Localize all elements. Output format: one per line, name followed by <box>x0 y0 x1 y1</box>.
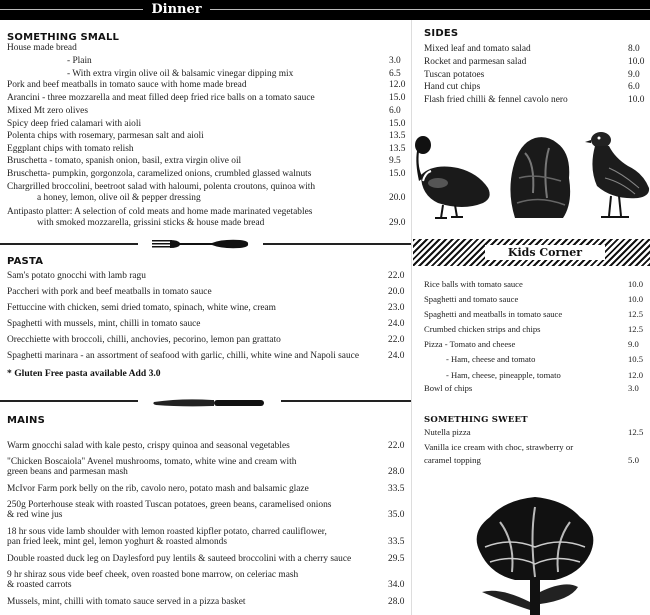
menu-item-price: 10.0 <box>628 57 645 67</box>
menu-item-name: Crumbed chicken strips and chips <box>424 324 541 334</box>
menu-item-name: Mussels, mint, chilli with tomato sauce served in a pizza basket <box>7 597 246 607</box>
menu-item-price: 12.5 <box>628 324 644 334</box>
menu-item-price: 12.0 <box>628 370 644 380</box>
menu-item-name: Pork and beef meatballs in tomato sauce with home made bread <box>7 80 247 90</box>
menu-item-name: Spaghetti marinara - an assortment of seafood with garlic, chilli, white wine and Napoli sauce <box>7 351 359 361</box>
menu-item-name: McIvor Farm pork belly on the rib, cavolo nero, potato mash and balsamic glaze <box>7 484 309 494</box>
gluten-free-note: * Gluten Free pasta available Add 3.0 <box>7 368 161 379</box>
menu-item-price: 13.5 <box>389 144 406 154</box>
menu-item-name-line2: green beans and parmesan mash <box>7 467 128 477</box>
menu-item-price: 10.5 <box>628 354 644 364</box>
menu-item-name: Rocket and parmesan salad <box>424 57 527 67</box>
menu-item-price: 15.0 <box>389 119 406 129</box>
menu-item-name: Vanilla ice cream with choc, strawberry or <box>424 442 574 452</box>
knife-icon <box>152 394 266 406</box>
menu-item-name: 9 hr shiraz sous vide beef cheek, oven roasted bone marrow, on celeriac mash <box>7 570 299 580</box>
section-title-something-small: SOMETHING SMALL <box>7 32 120 43</box>
duck-illustration <box>413 133 493 223</box>
menu-item-price: 13.5 <box>389 131 406 141</box>
menu-item-price: 6.5 <box>389 69 401 79</box>
menu-item-name-line2: & roasted carrots <box>7 580 72 590</box>
menu-item-name: - With extra virgin olive oil & balsamic vinegar dipping mix <box>67 69 294 79</box>
menu-item-name: Fettuccine with chicken, semi dried tomato, spinach, white wine, cream <box>7 303 276 313</box>
menu-item-name: Arancini - three mozzarella and meat filled deep fried rice balls on a tomato sauce <box>7 93 315 103</box>
menu-item-price: 12.0 <box>389 80 406 90</box>
menu-item-name: "Chicken Boscaiola" Avenel mushrooms, tomato, white wine and cream with <box>7 457 297 467</box>
menu-item-name: Nutella pizza <box>424 427 471 437</box>
menu-item-price: 29.5 <box>388 554 405 564</box>
menu-item-price: 28.0 <box>388 467 405 477</box>
menu-item-price: 6.0 <box>628 82 640 92</box>
menu-item-name: Double roasted duck leg on Daylesford puy lentils & sauteed broccolini with a cherry sauce <box>7 554 352 564</box>
menu-item-name: Spaghetti and meatballs in tomato sauce <box>424 309 563 319</box>
header-rule-left <box>0 9 143 10</box>
menu-item-price: 9.0 <box>628 339 639 349</box>
menu-item-name: Mixed Mt zero olives <box>7 106 88 116</box>
menu-item-name-line2: & red wine jus <box>7 510 63 520</box>
menu-item-name-line2: a honey, lemon, olive oil & pepper dressing <box>37 193 201 203</box>
menu-item-price: 20.0 <box>389 193 406 203</box>
menu-item-name: Eggplant chips with tomato relish <box>7 144 134 154</box>
kids-corner-banner <box>413 239 650 266</box>
menu-item-price: 6.0 <box>389 106 401 116</box>
menu-item-name: 250g Porterhouse steak with roasted Tuscan potatoes, green beans, caramelised onions <box>7 500 332 510</box>
menu-item-name: Tuscan potatoes <box>424 70 485 80</box>
section-title-mains: MAINS <box>7 415 45 426</box>
menu-item-price: 10.0 <box>628 279 644 289</box>
menu-item-price: 8.0 <box>628 44 640 54</box>
menu-item-price: 35.0 <box>388 510 405 520</box>
section-title-pasta: PASTA <box>7 256 44 267</box>
pigeon-illustration <box>583 128 650 223</box>
menu-item-price: 24.0 <box>388 319 405 329</box>
menu-item-name: Pizza - Tomato and cheese <box>424 339 516 349</box>
lettuce-illustration <box>505 133 577 223</box>
menu-item-price: 22.0 <box>388 441 405 451</box>
menu-item-name: Bruschetta- pumpkin, gorgonzola, caramelized onions, crumbled glassed walnuts <box>7 169 312 179</box>
menu-item-price: 9.0 <box>628 70 640 80</box>
menu-item-name: Warm gnocchi salad with kale pesto, crispy quinoa and seasonal vegetables <box>7 441 290 451</box>
menu-item-price: 33.5 <box>388 537 405 547</box>
menu-item-price: 34.0 <box>388 580 405 590</box>
menu-item-price: 23.0 <box>388 303 405 313</box>
menu-item-name: Sam's potato gnocchi with lamb ragu <box>7 271 146 281</box>
divider-rule <box>263 243 411 245</box>
menu-item-name-line2: pan fried leek, mint gel, lemon yoghurt & roasted almonds <box>7 537 228 547</box>
section-title-sides: SIDES <box>424 28 459 39</box>
menu-item-price: 29.0 <box>389 218 406 228</box>
menu-item-price: 12.5 <box>628 309 644 319</box>
menu-item-name: - Plain <box>67 56 92 66</box>
menu-item-name: Orecchiette with broccoli, chilli, anchovies, pecorino, lemon pan grattato <box>7 335 281 345</box>
menu-item-price: 33.5 <box>388 484 405 494</box>
section-title-something-sweet: SOMETHING SWEET <box>424 415 528 425</box>
menu-item-name: Antipasto platter: A selection of cold meats and home made marinated vegetables <box>7 207 313 217</box>
menu-item-name: House made bread <box>7 43 77 53</box>
menu-item-price: 5.0 <box>628 455 639 465</box>
menu-item-price: 28.0 <box>388 597 405 607</box>
divider-rule <box>0 243 138 245</box>
menu-item-name: - Ham, cheese, pineapple, tomato <box>446 370 561 380</box>
artichoke-illustration <box>460 492 610 615</box>
menu-item-name: Chargrilled broccolini, beetroot salad with haloumi, polenta croutons, quinoa with <box>7 182 316 192</box>
menu-item-price: 3.0 <box>389 56 401 66</box>
header-rule-right <box>210 9 650 10</box>
divider-rule <box>0 400 138 402</box>
menu-item-price: 24.0 <box>388 351 405 361</box>
menu-item-name: Flash fried chilli & fennel cavolo nero <box>424 95 568 105</box>
menu-item-name: Spicy deep fried calamari with aioli <box>7 119 142 129</box>
menu-item-name: Polenta chips with rosemary, parmesan salt and aioli <box>7 131 204 141</box>
menu-item-name-line2: caramel topping <box>424 455 481 465</box>
menu-item-name: Bowl of chips <box>424 383 473 393</box>
fork-icon <box>152 236 252 250</box>
section-title-kids-corner: Kids Corner <box>485 245 605 260</box>
menu-item-name: 18 hr sous vide lamb shoulder with lemon roasted kipfler potato, charred cauliflower, <box>7 527 327 537</box>
menu-item-price: 9.5 <box>389 156 401 166</box>
column-divider <box>411 20 412 615</box>
menu-item-name-line2: with smoked mozzarella, grissini sticks & house made bread <box>37 218 265 228</box>
menu-item-price: 12.5 <box>628 427 644 437</box>
menu-item-price: 10.0 <box>628 95 645 105</box>
menu-item-price: 22.0 <box>388 335 405 345</box>
menu-item-price: 22.0 <box>388 271 405 281</box>
menu-item-name: Spaghetti with mussels, mint, chilli in tomato sauce <box>7 319 201 329</box>
menu-item-name: Paccheri with pork and beef meatballs in tomato sauce <box>7 287 212 297</box>
menu-item-name: Rice balls with tomato sauce <box>424 279 523 289</box>
menu-item-name: Bruschetta - tomato, spanish onion, basil, extra virgin olive oil <box>7 156 242 166</box>
menu-item-name: Spaghetti and tomato sauce <box>424 294 519 304</box>
page-title: Dinner <box>151 2 202 17</box>
menu-item-price: 15.0 <box>389 169 406 179</box>
header-bar <box>0 0 650 20</box>
menu-item-name: Mixed leaf and tomato salad <box>424 44 531 54</box>
menu-item-name: Hand cut chips <box>424 82 481 92</box>
menu-item-price: 10.0 <box>628 294 644 304</box>
menu-item-price: 15.0 <box>389 93 406 103</box>
menu-item-price: 3.0 <box>628 383 639 393</box>
menu-item-price: 20.0 <box>388 287 405 297</box>
divider-rule <box>281 400 411 402</box>
menu-item-name: - Ham, cheese and tomato <box>446 354 536 364</box>
